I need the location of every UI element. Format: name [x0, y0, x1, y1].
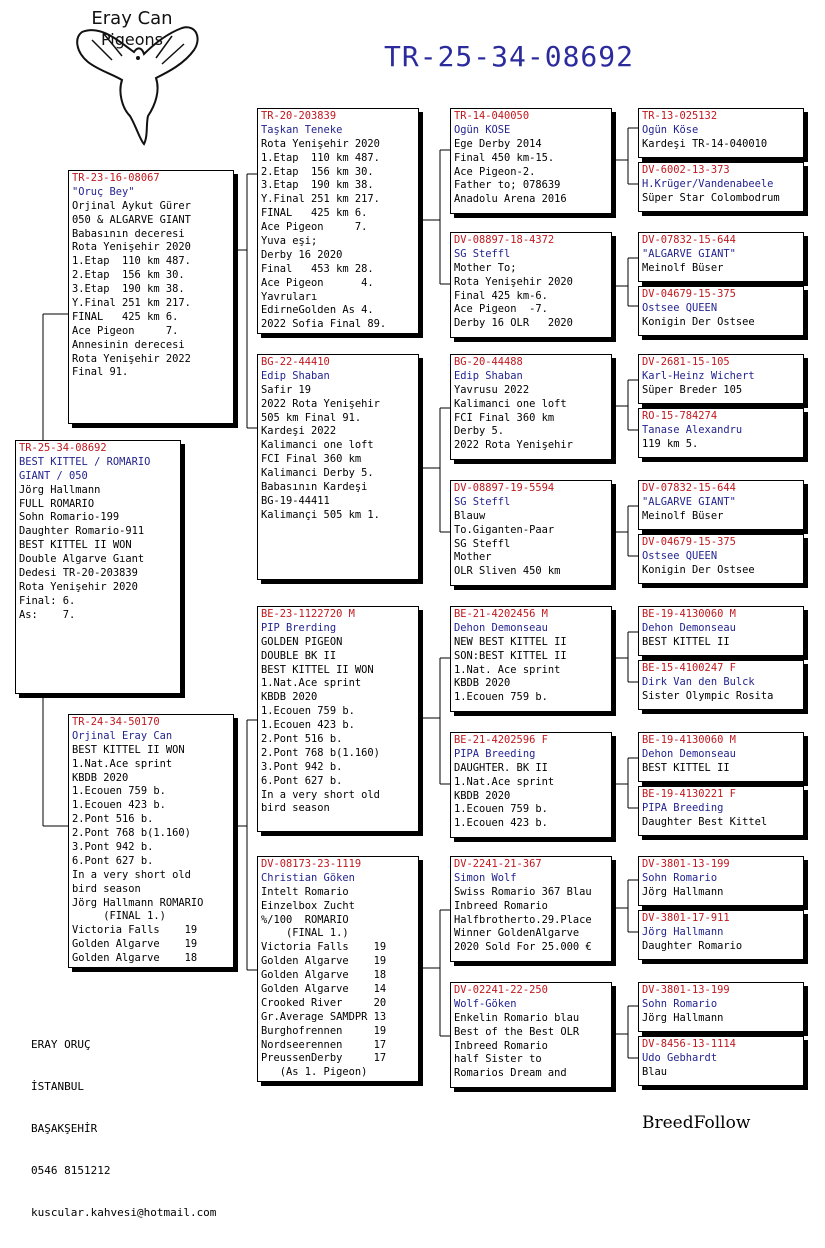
- ring-number: DV-08897-18-4372: [454, 234, 555, 246]
- pedigree-line: 1.Nat.Ace sprint: [72, 757, 173, 770]
- pedigree-line: Winner GoldenAlgarve: [454, 927, 580, 940]
- pedigree-line: BEST KİTTEL II WON: [72, 743, 185, 756]
- breeder-name: PİPA Breeding: [642, 801, 724, 814]
- pedigree-line: 2.Pont 768 b(1.160): [261, 746, 380, 759]
- pedigree-line: KBDB 2020: [72, 771, 129, 784]
- ring-number: DV-3801-13-199: [642, 984, 730, 996]
- pedigree-line: Mother To;: [454, 261, 517, 274]
- pedigree-line: Rota Yenişehir 2020: [19, 580, 138, 593]
- ring-number: DV-08897-19-5594: [454, 482, 555, 494]
- pedigree-line: Yavrusu 2022: [454, 383, 530, 396]
- pedigree-line: Final: 6.: [19, 594, 76, 607]
- pedigree-line: 1.Nat. Ace sprint: [454, 663, 561, 676]
- pedigree-line: DOUBLE BK II: [261, 649, 337, 662]
- pedigree-line: Konigin Der Ostsee: [642, 315, 755, 328]
- pedigree-line: Süper Breder 105: [642, 383, 743, 396]
- breeder-name: Taşkan Teneke: [261, 123, 343, 136]
- pedigree-line: Burghofrennen 19: [261, 1024, 387, 1037]
- pigeon-card-dds: [450, 856, 612, 962]
- pedigree-line: BEST KİTTEL II WON: [19, 539, 132, 552]
- pedigree-line: Golden Algarve 19: [261, 955, 387, 968]
- pigeon-card-g13: [638, 856, 804, 906]
- pedigree-line: (FİNAL 1.): [72, 910, 166, 923]
- breeder-name: Dirk Van den Bulck: [642, 675, 755, 688]
- pedigree-line: FCİ Final 360 km: [454, 411, 555, 424]
- pedigree-line: Rota Yenişehir 2020: [454, 275, 573, 288]
- pedigree-line: Orjinal Aykut Gürer: [72, 199, 191, 212]
- pedigree-line: Golden Algarve 18: [72, 952, 198, 965]
- pedigree-line: FCİ Final 360 km: [261, 453, 362, 466]
- ring-number: DV-6002-13-373: [642, 164, 730, 176]
- breeder-name: Ogün Köse: [642, 123, 699, 136]
- pedigree-line: FULL ROMARİO: [19, 497, 95, 510]
- pedigree-line: (As 1. Pigeon): [261, 1066, 368, 1079]
- pigeon-card-ssd: [450, 232, 612, 338]
- pigeon-card-g12: [638, 786, 804, 836]
- pedigree-line: 2.Pont 768 b(1.160): [72, 827, 191, 840]
- pigeon-card-sds: [450, 354, 612, 460]
- owner-email[interactable]: kuscular.kahvesi@hotmail.com: [31, 1206, 217, 1219]
- pedigree-line: 1.Ecouen 423 b.: [261, 719, 355, 732]
- logo-text-line1: Eray Can: [91, 8, 173, 29]
- pedigree-line: Victoria Falls 19: [261, 941, 387, 954]
- pedigree-line: Derby 5.: [454, 425, 505, 438]
- ring-number: TR-20-203839: [261, 110, 337, 122]
- pedigree-line: Rota Yenişehir 2022: [72, 352, 191, 365]
- pedigree-line: Kalimanci one loft: [454, 397, 567, 410]
- ring-number: DV-3801-17-911: [642, 912, 730, 924]
- breeder-name: PİPA Breeding: [454, 747, 536, 760]
- pedigree-line: 1.Ecouen 759 b.: [72, 785, 166, 798]
- pedigree-line: Intelt Romario: [261, 885, 349, 898]
- pigeon-card-sire: [68, 170, 234, 424]
- pedigree-line: Inbreed Romario: [454, 1039, 548, 1052]
- breeder-name: BEST KITTEL / ROMARİO: [19, 455, 151, 468]
- breeder-name: Christian Göken: [261, 871, 355, 884]
- pedigree-line: Ace Pigeon 7.: [261, 221, 368, 234]
- ring-number: DV-8456-13-1114: [642, 1038, 736, 1050]
- pedigree-line: In a very short old: [72, 868, 191, 881]
- breeder-name: Dehon Demonseau: [642, 621, 736, 634]
- pigeon-card-ss: [257, 108, 419, 334]
- pedigree-line: Safir 19: [261, 383, 312, 396]
- pedigree-line: NEW BEST KITTEL II: [454, 635, 567, 648]
- breeder-name: Dehon Demonseau: [454, 621, 548, 634]
- pedigree-line: 1.Ecouen 423 b.: [72, 799, 166, 812]
- pedigree-line: Kalimançi 505 km 1.: [261, 508, 380, 521]
- ring-number: DV-07832-15-644: [642, 234, 736, 246]
- pedigree-line: DAUGHTER. BK II: [454, 761, 548, 774]
- pigeon-card-ds: [257, 606, 419, 832]
- pedigree-line: 1.Ecouen 759 b.: [261, 705, 355, 718]
- pedigree-line: Rota Yenişehir 2020: [261, 137, 380, 150]
- pedigree-line: SG Steffl: [454, 537, 511, 550]
- pigeon-card-main: [15, 440, 181, 694]
- pedigree-line: Final 453 km 28.: [261, 262, 374, 275]
- pedigree-line: FİNAL 425 km 6.: [261, 207, 368, 220]
- pedigree-line: Jörg Hallmann: [642, 1011, 724, 1024]
- breeder-name: Wolf-Göken: [454, 997, 517, 1010]
- pedigree-line: Victoria Falls 19: [72, 924, 198, 937]
- pedigree-line: Einzelbox Zucht: [261, 899, 355, 912]
- pedigree-line: Yuva eşi;: [261, 235, 318, 248]
- pedigree-line: Jörg Hallmann: [19, 483, 101, 496]
- breeder-name: SG Steffl: [454, 495, 511, 508]
- pedigree-line: 2022 Sofia Final 89.: [261, 318, 387, 331]
- ring-number: TR-25-34-08692: [19, 442, 107, 454]
- breeder-name: Karl-Heinz Wichert: [642, 369, 755, 382]
- ring-number: DV-04679-15-375: [642, 288, 736, 300]
- owner-name: ERAY ORUÇ: [31, 1038, 91, 1051]
- pedigree-line: 6.Pont 627 b.: [72, 854, 154, 867]
- pedigree-line: 3.Etap 190 km 38.: [72, 283, 185, 296]
- breeder-name: Orjinal Eray Can: [72, 729, 173, 742]
- breeder-name: "ALGARVE GIANT": [642, 247, 736, 260]
- pedigree-line: Derby 16 OLR 2020: [454, 317, 573, 330]
- pedigree-line: Halfbrotherto.29.Place: [454, 913, 592, 926]
- owner-district: BAŞAKŞEHİR: [31, 1122, 98, 1135]
- pedigree-line: GOLDEN PIGEON: [261, 635, 343, 648]
- pedigree-line: Anadolu Arena 2016: [454, 193, 567, 206]
- pedigree-line: Daughter Best Kittel: [642, 815, 768, 828]
- pigeon-card-g4: [638, 286, 804, 336]
- pigeon-card-g15: [638, 982, 804, 1032]
- breeder-name: Tanase Alexandru: [642, 423, 743, 436]
- breeder-name: Sohn Romario: [642, 997, 718, 1010]
- pedigree-line: PreussenDerby 17: [261, 1052, 387, 1065]
- pedigree-line: 2.Pont 516 b.: [72, 813, 154, 826]
- pigeon-card-dd: [257, 856, 419, 1082]
- pedigree-line: 3.Etap 190 km 38.: [261, 179, 374, 192]
- ring-number: DV-04679-15-375: [642, 536, 736, 548]
- ring-number: BE-19-4130221 F: [642, 788, 736, 800]
- ring-number: DV-07832-15-644: [642, 482, 736, 494]
- page-title: TR-25-34-08692: [384, 40, 635, 73]
- pedigree-line: OLR Sliven 450 km: [454, 565, 561, 578]
- pigeon-card-g7: [638, 480, 804, 530]
- pedigree-line: Derby 16 2020: [261, 248, 343, 261]
- pedigree-line: Final 450 km-15.: [454, 151, 555, 164]
- pedigree-line: Golden Algarve 18: [261, 969, 387, 982]
- pedigree-line: Final 425 km-6.: [454, 289, 548, 302]
- pedigree-line: bird season: [261, 802, 330, 815]
- pigeon-card-g14: [638, 910, 804, 960]
- pigeon-card-dam: [68, 714, 234, 968]
- pedigree-line: Ege Derby 2014: [454, 137, 542, 150]
- pigeon-card-g16: [638, 1036, 804, 1086]
- pedigree-line: Kardeşi 2022: [261, 425, 337, 438]
- pigeon-card-sss: [450, 108, 612, 214]
- pedigree-line: 6.Pont 627 b.: [261, 774, 343, 787]
- pedigree-line: Ace Pigeon -7.: [454, 303, 548, 316]
- pigeon-card-g9: [638, 606, 804, 656]
- pedigree-line: 2022 Rota Yenişehir: [261, 397, 380, 410]
- ring-number: BG-22-44410: [261, 356, 330, 368]
- ring-number: DV-2681-15-105: [642, 356, 730, 368]
- pedigree-line: Meinolf Büser: [642, 509, 724, 522]
- pedigree-line: Double Algarve Gıant: [19, 553, 145, 566]
- breeder-name: H.Krüger/Vandenabeele: [642, 177, 774, 190]
- pigeon-card-g8: [638, 534, 804, 584]
- pedigree-line: EdirneGolden As 4.: [261, 304, 374, 317]
- pigeon-card-dss: [450, 606, 612, 712]
- pedigree-line: Inbreed Romario: [454, 899, 548, 912]
- breeder-name: Simon Wolf: [454, 871, 517, 884]
- pedigree-line: Y.Final 251 km 217.: [72, 297, 191, 310]
- breeder-name: GIANT / 050: [19, 469, 88, 482]
- breeder-name: Ogün KÖSE: [454, 123, 511, 136]
- breeder-name: Edip Shaban: [454, 369, 523, 382]
- pigeon-card-g5: [638, 354, 804, 404]
- pedigree-line: 3.Pont 942 b.: [72, 841, 154, 854]
- ring-number: TR-13-025132: [642, 110, 718, 122]
- pedigree-line: Kalimanci Derby 5.: [261, 467, 374, 480]
- pedigree-line: 2.Etap 156 km 30.: [72, 269, 185, 282]
- breeder-name: "ALGARVE GIANT": [642, 495, 736, 508]
- pedigree-line: Daughter Romario: [642, 939, 743, 952]
- pedigree-line: Sohn Romario-199: [19, 511, 120, 524]
- pedigree-line: In a very short old: [261, 788, 380, 801]
- breeder-name: Edip Shaban: [261, 369, 330, 382]
- pedigree-line: 2022 Rota Yenişehir: [454, 439, 573, 452]
- pedigree-line: Ace Pigeon-2.: [454, 165, 536, 178]
- breeder-name: Udo Gebhardt: [642, 1051, 718, 1064]
- pedigree-line: 050 & ALGARVE GIANT: [72, 213, 191, 226]
- pigeon-card-g1: [638, 108, 804, 158]
- ring-number: BE-21-4202456 M: [454, 608, 548, 620]
- pedigree-line: Swiss Romario 367 Blau: [454, 885, 592, 898]
- pigeon-card-sdd: [450, 480, 612, 586]
- ring-number: TR-24-34-50170: [72, 716, 160, 728]
- ring-number: TR-14-040050: [454, 110, 530, 122]
- pedigree-line: Dedesi TR-20-203839: [19, 567, 138, 580]
- pedigree-line: Süper Star Colombodrum: [642, 191, 780, 204]
- pedigree-line: 1.Nat.Ace sprint: [454, 775, 555, 788]
- pedigree-line: (FİNAL 1.): [261, 927, 349, 940]
- brand-footer: BreedFollow: [642, 1113, 751, 1133]
- pedigree-line: KBDB 2020: [261, 691, 318, 704]
- owner-phone: 0546 8151212: [31, 1164, 111, 1177]
- pedigree-line: Rota Yenişehir 2020: [72, 241, 191, 254]
- ring-number: DV-08173-23-1119: [261, 858, 362, 870]
- pedigree-line: Nordseerennen 17: [261, 1038, 387, 1051]
- pedigree-line: Crooked River 20: [261, 996, 387, 1009]
- pigeon-card-sd: [257, 354, 419, 580]
- breeder-name: Jörg Hallmann: [642, 925, 724, 938]
- pedigree-line: BEST KITTEL II: [642, 761, 730, 774]
- logo-text-line2: Pigeons: [100, 30, 163, 49]
- ring-number: RO-15-784274: [642, 410, 718, 422]
- pigeon-card-g3: [638, 232, 804, 282]
- pedigree-line: 2.Etap 156 km 30.: [261, 165, 374, 178]
- ring-number: DV-2241-21-367: [454, 858, 542, 870]
- pedigree-line: Father to; 078639: [454, 179, 561, 192]
- pedigree-line: Sister Olympic Rosita: [642, 689, 774, 702]
- pedigree-line: 1.Ecouen 759 b.: [454, 803, 548, 816]
- breeder-name: Ostsee QUEEN: [642, 301, 718, 314]
- pedigree-line: Konigin Der Ostsee: [642, 563, 755, 576]
- pigeon-card-g2: [638, 162, 804, 212]
- pedigree-line: Kardeşi TR-14-040010: [642, 137, 768, 150]
- pedigree-line: Enkelin Romario blau: [454, 1011, 580, 1024]
- pedigree-line: BEST KİTTEL II WON: [261, 663, 374, 676]
- pedigree-line: Daughter Romario-911: [19, 525, 145, 538]
- ring-number: BE-19-4130060 M: [642, 608, 736, 620]
- pedigree-line: Annesinin derecesi: [72, 338, 185, 351]
- pigeon-card-dsd: [450, 732, 612, 838]
- pedigree-line: 1.Etap 110 km 487.: [72, 255, 191, 268]
- pedigree-line: Kalimanci one loft: [261, 439, 374, 452]
- pedigree-line: Final 91.: [72, 366, 129, 379]
- ring-number: BG-20-44488: [454, 356, 523, 368]
- pedigree-line: As: 7.: [19, 608, 76, 621]
- breeder-name: Sohn Romario: [642, 871, 718, 884]
- pedigree-line: BG-19-44411: [261, 494, 330, 507]
- pedigree-line: half Sister to: [454, 1053, 542, 1066]
- ring-number: BE-23-1122720 M: [261, 608, 355, 620]
- pigeon-card-g10: [638, 660, 804, 710]
- ring-number: TR-23-16-08067: [72, 172, 160, 184]
- owner-city: İSTANBUL: [31, 1080, 84, 1093]
- pedigree-line: BEST KITTEL II: [642, 635, 730, 648]
- pedigree-line: 2020 Sold For 25.000 €: [454, 941, 592, 954]
- breeder-name: SG Steffl: [454, 247, 511, 260]
- pedigree-line: 1.Ecouen 759 b.: [454, 691, 548, 704]
- owner-contact: [31, 1010, 216, 1248]
- pedigree-line: 505 km Final 91.: [261, 411, 362, 424]
- breeder-name: Dehon Demonseau: [642, 747, 736, 760]
- pedigree-line: 2.Pont 516 b.: [261, 733, 343, 746]
- pedigree-line: To.Giganten-Paar: [454, 523, 555, 536]
- pedigree-line: Blauw: [454, 509, 486, 522]
- pedigree-line: Babasının deceresi: [72, 227, 185, 240]
- pedigree-line: Best of the Best OLR: [454, 1025, 580, 1038]
- breeder-name: PIP Brerding: [261, 621, 337, 634]
- pigeon-card-g6: [638, 408, 804, 458]
- pedigree-line: Golden Algarve 19: [72, 938, 198, 951]
- breeder-name: Ostsee QUEEN: [642, 549, 718, 562]
- pedigree-line: Yavruları: [261, 290, 318, 303]
- pedigree-line: 1.Nat.Ace sprint: [261, 677, 362, 690]
- pedigree-line: Golden Algarve 14: [261, 983, 387, 996]
- pedigree-line: KBDB 2020: [454, 789, 511, 802]
- pedigree-line: Y.Final 251 km 217.: [261, 193, 380, 206]
- pigeon-card-ddd: [450, 982, 612, 1088]
- ring-number: BE-21-4202596 F: [454, 734, 548, 746]
- breeder-name: "Oruç Bey": [72, 185, 135, 198]
- ring-number: BE-15-4100247 F: [642, 662, 736, 674]
- pedigree-line: Romarios Dream and: [454, 1067, 567, 1080]
- pedigree-line: Ace Pigeon 7.: [72, 324, 179, 337]
- pedigree-line: Blau: [642, 1065, 668, 1078]
- ring-number: BE-19-4130060 M: [642, 734, 736, 746]
- pedigree-line: bird season: [72, 882, 141, 895]
- pedigree-line: Mother: [454, 551, 492, 564]
- ring-number: DV-3801-13-199: [642, 858, 730, 870]
- pedigree-line: 3.Pont 942 b.: [261, 760, 343, 773]
- pedigree-line: Jörg Hallmann ROMARİO: [72, 896, 204, 909]
- pedigree-line: Gr.Average SAMDPR 13: [261, 1010, 387, 1023]
- pedigree-line: KBDB 2020: [454, 677, 511, 690]
- pedigree-line: Jörg Hallmann: [642, 885, 724, 898]
- pedigree-line: 1.Ecouen 423 b.: [454, 817, 548, 830]
- pedigree-line: %/100 ROMARİO: [261, 913, 349, 926]
- pedigree-line: Babasının Kardeşi: [261, 481, 368, 494]
- pedigree-line: SON:BEST KITTEL II: [454, 649, 567, 662]
- pedigree-line: Meinolf Büser: [642, 261, 724, 274]
- pedigree-line: FİNAL 425 km 6.: [72, 310, 179, 323]
- pedigree-line: Ace Pigeon 4.: [261, 276, 374, 289]
- ring-number: DV-02241-22-250: [454, 984, 548, 996]
- pedigree-line: 1.Etap 110 km 487.: [261, 151, 380, 164]
- pedigree-line: 119 km 5.: [642, 437, 699, 450]
- pigeon-card-g11: [638, 732, 804, 782]
